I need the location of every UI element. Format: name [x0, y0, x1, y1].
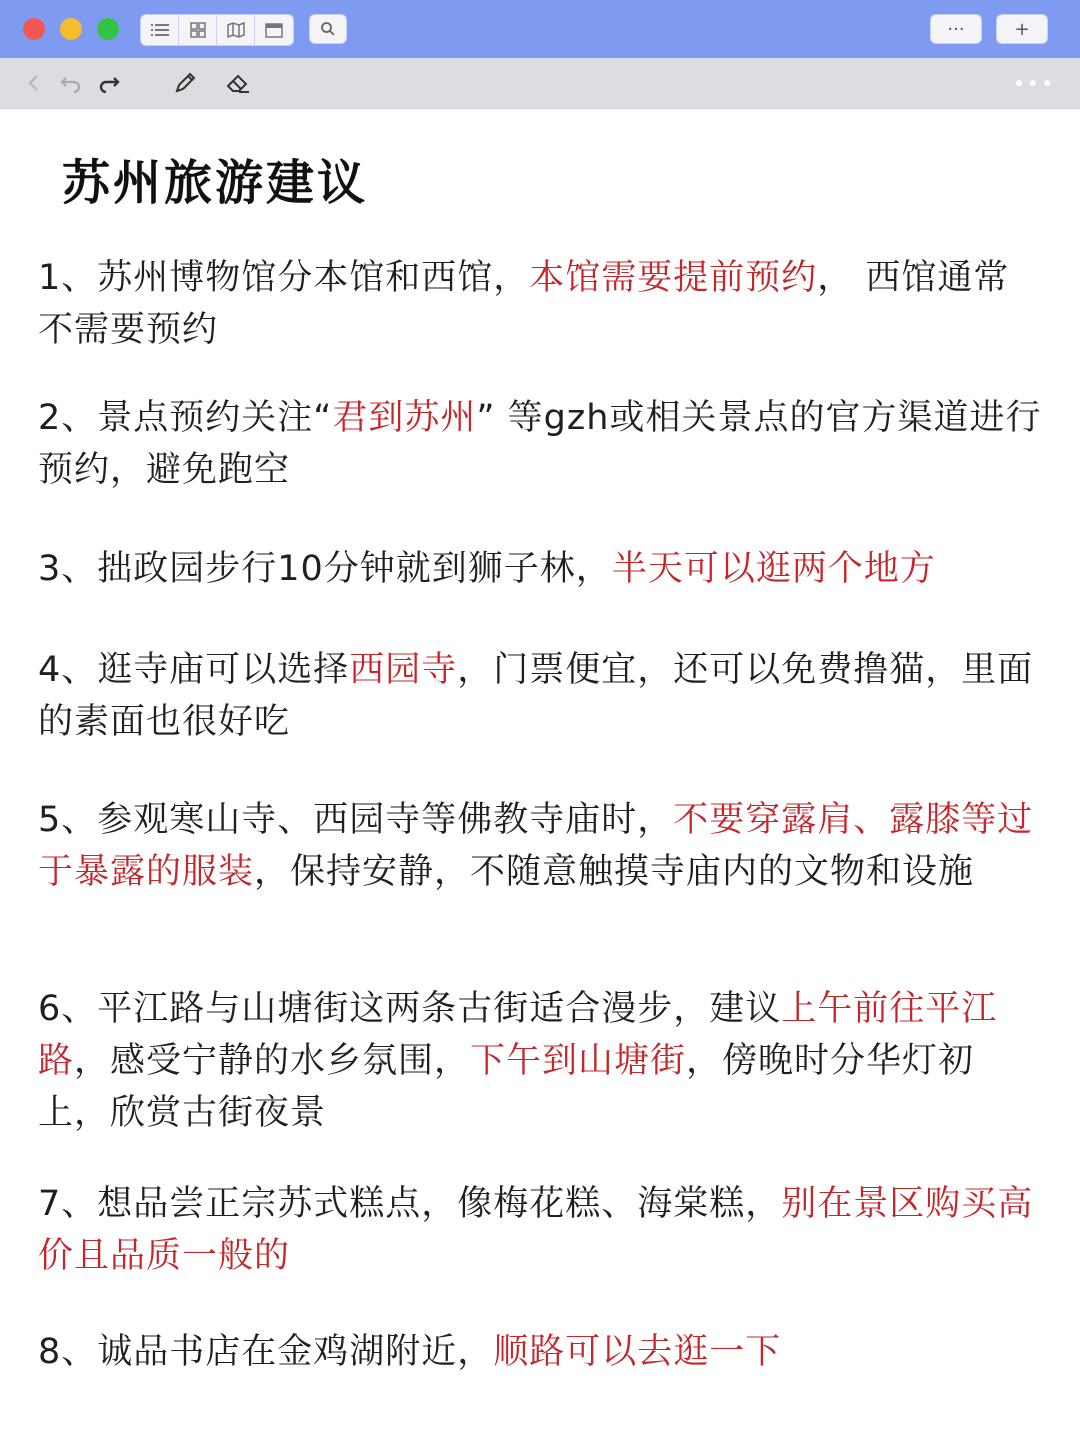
- window-titlebar: [0, 0, 1080, 58]
- list-view-button[interactable]: [141, 15, 179, 45]
- editor-toolbar: [0, 58, 1080, 109]
- highlight-text: 君到苏州: [332, 398, 477, 438]
- highlight-text: 不要穿露肩、露膝等过于暴露的服装: [38, 800, 1034, 892]
- tip-text: 5、参观寒山寺、西园寺等佛教寺庙时，: [38, 800, 674, 840]
- tip-text: ，门票便宜，还可以免费撸猫，里面的素面也很好吃: [38, 650, 1034, 742]
- pen-icon: [173, 71, 197, 95]
- pen-tool-button[interactable]: [172, 70, 198, 96]
- back-button[interactable]: [20, 70, 46, 96]
- minimize-window-button[interactable]: [60, 18, 82, 40]
- tip-item: [38, 794, 1043, 898]
- more-options-button[interactable]: ···: [930, 14, 982, 44]
- map-icon: [227, 22, 245, 38]
- tip-text: 7、想品尝正宗苏式糕点，像梅花糕、海棠糕，: [38, 1184, 782, 1224]
- page-title: 苏州旅游建议: [62, 155, 369, 211]
- tip-text: ，傍晚时分华灯初上，欣赏古街夜景: [38, 1041, 975, 1133]
- tip-text: ，感受宁静的水乡氛围，: [74, 1041, 471, 1081]
- redo-icon: [98, 73, 120, 93]
- highlight-text: 别在景区购买高价且品质一般的: [38, 1184, 1034, 1276]
- tip-item: [38, 543, 1043, 595]
- highlight-text: 半天可以逛两个地方: [611, 549, 936, 589]
- tip-text: 6、平江路与山塘街这两条古街适合漫步，建议: [38, 989, 782, 1029]
- tip-item: [38, 252, 1043, 356]
- search-icon: [320, 21, 336, 37]
- tip-item: [38, 1178, 1043, 1282]
- toolbar-more-button[interactable]: [1010, 70, 1056, 96]
- tip-item: [38, 644, 1043, 748]
- tip-text: 3、拙政园步行10分钟就到狮子林，: [38, 549, 612, 589]
- highlight-text: 上午前往平江路: [38, 989, 998, 1081]
- highlight-text: 下午到山塘街: [470, 1041, 687, 1081]
- more-icon: [1013, 79, 1053, 87]
- tip-text: 2、景点预约关注“: [38, 398, 333, 438]
- highlight-text: 顺路可以去逛一下: [493, 1332, 782, 1372]
- view-switcher: [140, 14, 294, 46]
- undo-icon: [60, 73, 82, 93]
- grid-view-button[interactable]: [179, 15, 217, 45]
- list-icon: [151, 23, 169, 37]
- grid-icon: [190, 22, 206, 38]
- add-button[interactable]: +: [996, 14, 1048, 44]
- note-content[interactable]: [0, 108, 1080, 1440]
- tip-text: 4、逛寺庙可以选择: [38, 650, 350, 690]
- back-icon: [26, 73, 40, 93]
- eraser-tool-button[interactable]: [225, 70, 251, 96]
- close-window-button[interactable]: [23, 18, 45, 40]
- redo-button[interactable]: [96, 70, 122, 96]
- map-view-button[interactable]: [217, 15, 255, 45]
- eraser-icon: [225, 71, 251, 95]
- tip-text: 1、苏州博物馆分本馆和西馆，: [38, 258, 530, 298]
- highlight-text: 本馆需要提前预约: [529, 258, 818, 298]
- tip-text: 8、诚品书店在金鸡湖附近，: [38, 1332, 494, 1372]
- calendar-view-button[interactable]: [255, 15, 293, 45]
- calendar-icon: [265, 22, 283, 38]
- tip-text: ，保持安静，不随意触摸寺庙内的文物和设施: [254, 852, 975, 892]
- tip-item: [38, 1326, 1043, 1378]
- highlight-text: 西园寺: [349, 650, 458, 690]
- tip-item: [38, 392, 1043, 496]
- undo-button[interactable]: [58, 70, 84, 96]
- tip-item: [38, 983, 1043, 1139]
- tip-text: ， 西馆通常不需要预约: [38, 258, 1010, 350]
- tip-text: ” 等gzh或相关景点的官方渠道进行预约，避免跑空: [38, 398, 1042, 490]
- search-button[interactable]: [309, 14, 347, 44]
- zoom-window-button[interactable]: [97, 18, 119, 40]
